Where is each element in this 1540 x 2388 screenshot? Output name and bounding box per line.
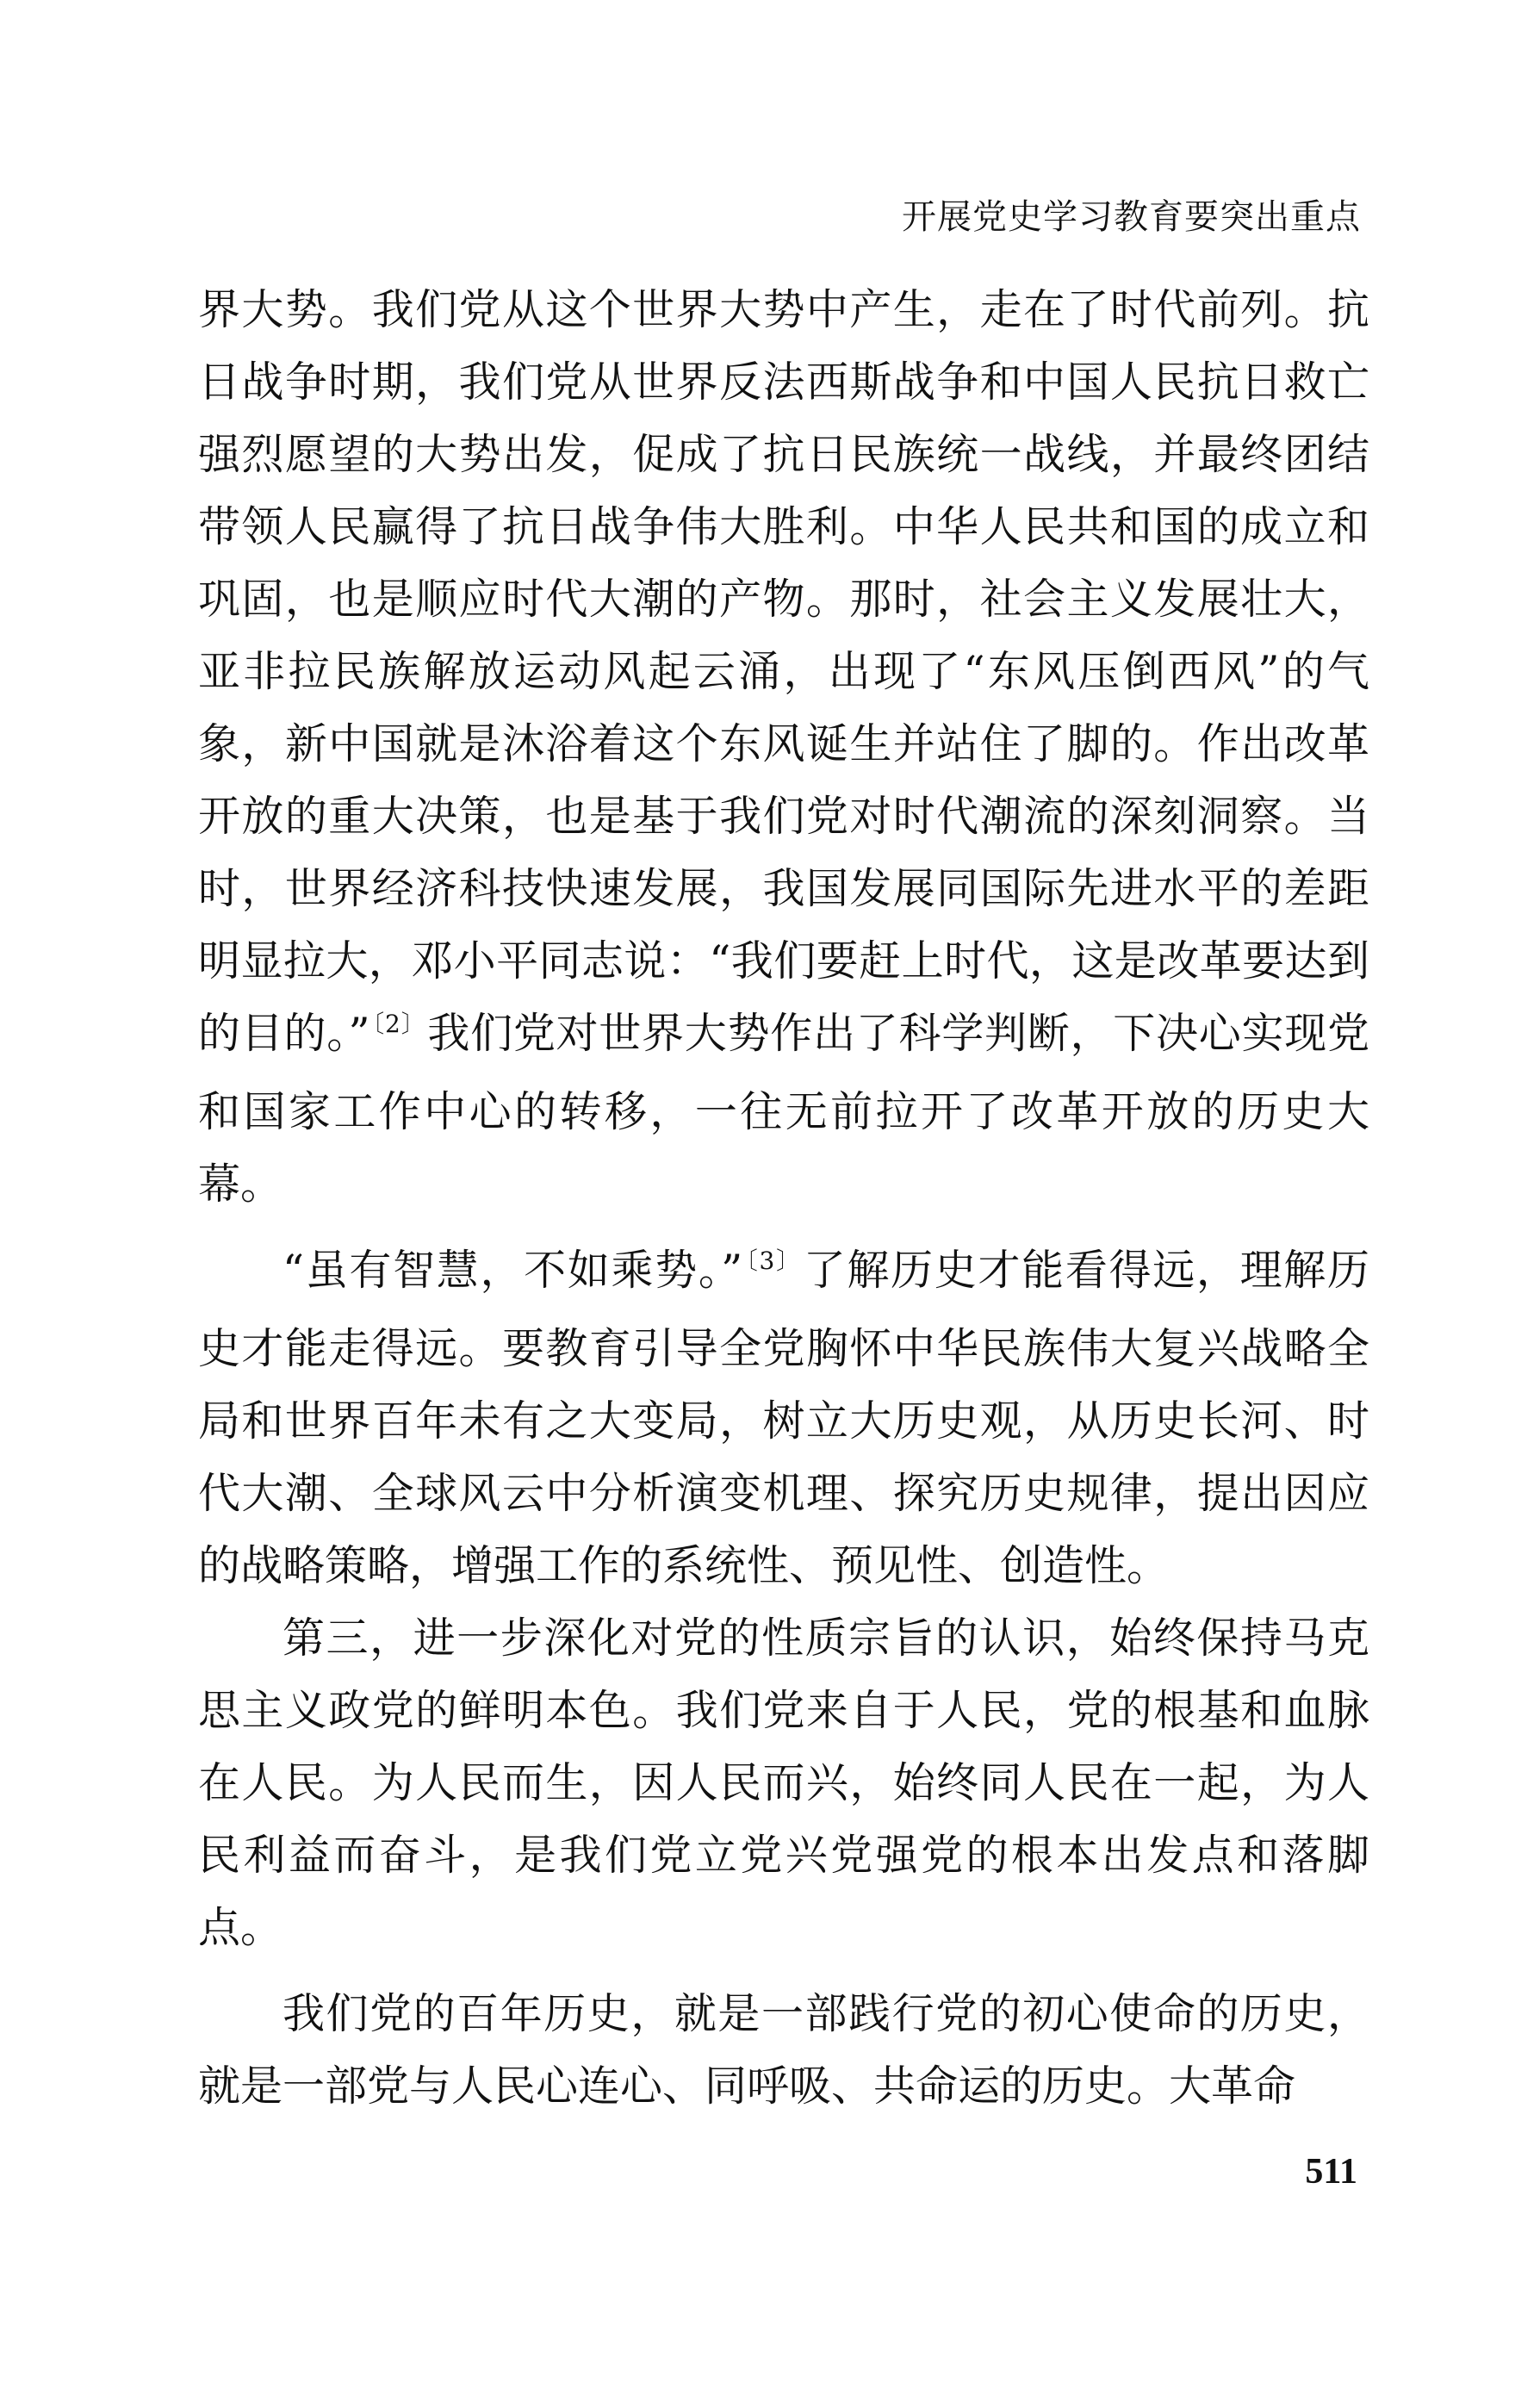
paragraph-2-text-a: “虽有智慧，不如乘势。” <box>283 1246 743 1295</box>
footnote-ref-3: 〔3〕 <box>744 1247 802 1275</box>
paragraph-3-text: 第三，进一步深化对党的性质宗旨的认识，始终保持马克思主义政党的鲜明本色。我们党来自于人民，党的根基和血脉在人民。为人民而生，因人民而兴，始终同人民在一起，为人民利益而奋斗，是我们党立党兴党强党的根本出发点和落脚点。 <box>198 1614 1369 1952</box>
paragraph-1-text-a: 界大势。我们党从这个世界大势中产生，走在了时代前列。抗日战争时期，我们党从世界反法西斯战争和中国人民抗日救亡强烈愿望的大势出发，促成了抗日民族统一战线，并最终团结带领人民赢得了抗日战争伟大胜利。中华人民共和国的成立和巩固，也是顺应时代大潮的产物。那时，社会主义发展壮大，亚非拉民族解放运动风起云涌，出现了“东风压倒西风”的气象，新中国就是沐浴着这个东风诞生并站住了脚的。作出改革开放的重大决策，也是基于我们党对时代潮流的深刻洞察。当时，世界经济科技快速发展，我国发展同国际先进水平的差距明显拉大，邓小平同志说：“我们要赶上时代，这是改革要达到的目的。” <box>198 285 1369 1058</box>
paragraph-1 <box>198 274 1369 1221</box>
paragraph-4 <box>198 1978 1369 2123</box>
paragraph-2-text-b: 了解历史才能看得远，理解历史才能走得远。要教育引导全党胸怀中华民族伟大复兴战略全局和世界百年未有之大变局，树立大历史观，从历史长河、时代大潮、全球风云中分析演变机理、探究历史规律，提出因应的战略策略，增强工作的系统性、预见性、创造性。 <box>198 1246 1369 1590</box>
page-body <box>198 274 1369 2123</box>
paragraph-1-text-b: 我们党对世界大势作出了科学判断，下决心实现党和国家工作中心的转移，一往无前拉开了改革开放的历史大幕。 <box>198 1009 1369 1209</box>
footnote-ref-2: 〔2〕 <box>371 1010 426 1038</box>
paragraph-3 <box>198 1602 1369 1964</box>
page-number: 511 <box>1305 2152 1357 2192</box>
paragraph-2 <box>198 1234 1369 1602</box>
paragraph-4-text: 我们党的百年历史，就是一部践行党的初心使命的历史，就是一部党与人民心连心、同呼吸、共命运的历史。大革命 <box>198 1989 1369 2111</box>
running-head: 开展党史学习教育要突出重点 <box>902 197 1361 237</box>
